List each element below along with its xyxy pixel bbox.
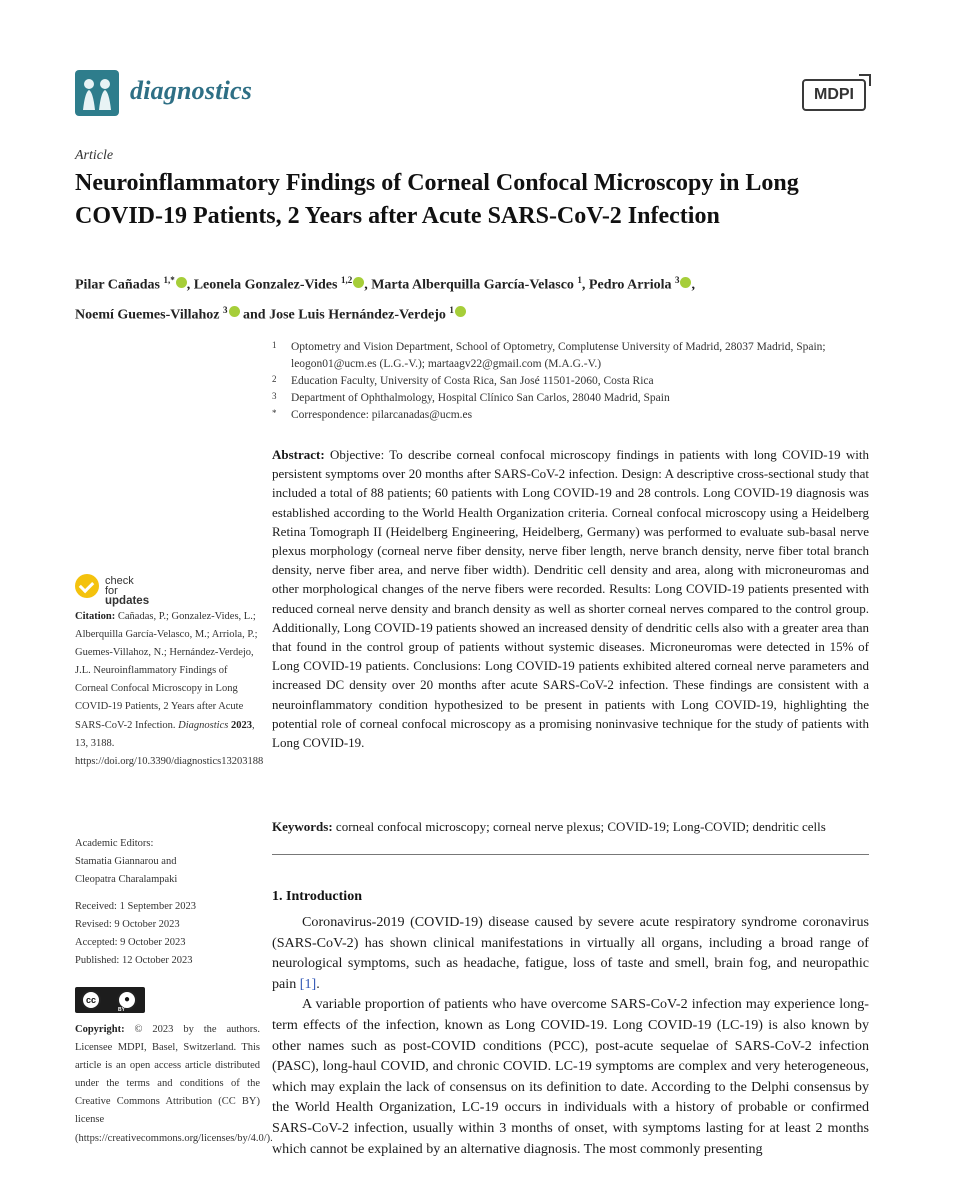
article-type: Article: [75, 148, 114, 163]
author-name[interactable]: Pedro Arriola: [588, 277, 672, 293]
check-updates-icon: [75, 574, 99, 598]
abstract-text: Objective: To describe corneal confocal microscopy findings in patients with long COVID-19 with persistent symptoms over 20 months after SARS-CoV-2 infection. Design: A descriptive cross-sectional study that included a total of 88 patients; 60 patients with Long COVID-19 and 28 controls. Long COVID-19 diagnosis was established according to the World Health Organization criteria. Corneal confocal microscopy using a Heidelberg Retina Tomograph II (Heidelberg Engineering, Heidelberg, Germany) was performed to evaluate sub-basal nerve plexus morphology (corneal nerve fiber density, nerve fiber length, nerve branch density, nerve fiber total branch density, nerve fiber area, and nerve fiber width). Dendritic cell density and area, along with microneuromas and other morphological changes of the nerve fibers were recorded. Results: Long COVID-19 patients presented with reduced corneal nerve density and branch density as well as shorter corneal nerves compared to the control group. Additionally, Long COVID-19 patients showed an increased density of dendritic cells also with a greater area than that found in the control group of patients without systemic diseases. Microneuromas were detected in 15% of Long COVID-19 patients. Conclusions: Long COVID-19 patients exhibited altered corneal nerve parameters and increased DC density over 20 months after acute SARS-CoV-2 infection. These findings are consistent with a neuroinflammatory condition hypothesized to be present in patients with Long COVID-19, highlighting the potential role of corneal confocal microscopy as a promising noninvasive technique for the study of patients with Long COVID-19.: [272, 447, 870, 751]
date-accepted: Accepted: 9 October 2023: [75, 937, 186, 949]
publisher-name: MDPI: [814, 86, 854, 103]
publisher-flag-icon: [859, 74, 871, 86]
keywords-label: Keywords:: [272, 819, 333, 834]
copyright-text: © 2023 by the authors. Licensee MDPI, Basel, Switzerland. This article is an open access article distributed under the terms and conditions of the Creative Commons Attribution (CC BY) license (https://creativecommons.org/licenses/by/4.0/).: [75, 1024, 273, 1144]
author-affil-mark: 3: [674, 275, 680, 285]
abstract-label: Abstract:: [272, 447, 325, 462]
citation-doi[interactable]: , 13, 3188. https://doi.org/10.3390/diagnostics13203188: [75, 719, 264, 767]
journal-name: diagnostics: [130, 76, 253, 105]
citation-text: Cañadas, P.; Gonzalez-Vides, L.; Alberquilla García-Velasco, M.; Arriola, P.; Guemes-Villahoz, N.; Hernández-Verdejo, J.L. Neuroinflammatory Findings of Corneal Confocal Microscopy in Long COVID-19 Patients, 2 Years after Acute SARS-CoV-2 Infection.: [75, 611, 258, 731]
affiliation-text: Education Faculty, University of Costa Rica, San José 11501-2060, Costa Rica: [291, 375, 654, 387]
publisher-logo: [802, 79, 866, 111]
journal-logo: [75, 70, 119, 116]
article-title: Neuroinflammatory Findings of Corneal Confocal Microscopy in Long COVID-19 Patients, 2 Years after Acute SARS-CoV-2 Infection: [75, 170, 799, 229]
affiliation-mark: 3: [272, 391, 277, 401]
updates-line1: check for: [105, 575, 134, 597]
introduction-body: [272, 912, 869, 1159]
affiliation-mark: *: [272, 408, 277, 418]
citation-label: Citation:: [75, 611, 116, 622]
keywords: [272, 817, 869, 836]
editors-label: Academic Editors:: [75, 838, 154, 849]
affiliation-text: Optometry and Vision Department, School of Optometry, Complutense University of Madrid, 28037 Madrid, Spain; leogon01@ucm.es (L.G.-V.); martaagv22@gmail.com (M.A.G.-V.): [291, 341, 826, 370]
author-list: Pilar Cañadas $^{1,*}$ , Leonela Gonzalez-Vides $^{1,2}$ , Marta Alberquilla García-Velasco $^1$, Pedro Arriola $^3$ , Noemí Guemes-Villahoz $^3$ and Jose Luis Hernández-Verdejo $^1$: [75, 275, 695, 323]
author-name[interactable]: Leonela Gonzalez-Vides: [193, 277, 338, 293]
creative-commons-icon: cc: [81, 990, 101, 1010]
paragraph: [272, 912, 869, 994]
author-name[interactable]: Jose Luis Hernández-Verdejo: [269, 307, 446, 323]
authors-and: and: [243, 307, 266, 323]
paragraph-text: Coronavirus-2019 (COVID-19) disease caused by severe acute respiratory syndrome coronavirus (SARS-CoV-2) has shown clinical manifestations in virtually all organs, including a broad range of neurological symptoms, such as headache, fatigue, loss of taste and smell, brain fog, and neuropathic pain: [272, 914, 869, 992]
updates-line2: updates: [105, 595, 150, 607]
citation-journal: Diagnostics: [178, 719, 229, 731]
date-revised: Revised: 9 October 2023: [75, 919, 180, 931]
date-published: Published: 12 October 2023: [75, 955, 193, 967]
cc-by-license-badge[interactable]: [75, 987, 145, 1013]
section-heading: 1. Introduction: [272, 889, 362, 904]
cc-by-label: BY: [118, 1007, 125, 1013]
citation-year: 2023: [230, 719, 252, 731]
citation-block: [75, 608, 264, 771]
affiliation: [272, 373, 882, 390]
author-affil-mark: 1,*: [163, 275, 175, 285]
affiliation: [272, 390, 882, 407]
paragraph-end: .: [316, 975, 320, 992]
section-divider: [272, 854, 869, 855]
affiliations: [272, 339, 882, 424]
correspondence: [272, 407, 882, 424]
copyright-label: Copyright:: [75, 1024, 125, 1035]
attribution-icon: ●: [117, 990, 137, 1010]
editor-name: Stamatia Giannarou and: [75, 856, 177, 868]
author-affil-mark: 1: [577, 275, 582, 285]
keywords-text: corneal confocal microscopy; corneal nerve plexus; COVID-19; Long-COVID; dendritic cells: [335, 819, 826, 834]
orcid-icon[interactable]: [229, 306, 240, 317]
author-name[interactable]: Marta Alberquilla García-Velasco: [371, 277, 574, 293]
paragraph: [272, 994, 869, 1159]
orcid-icon[interactable]: [353, 277, 364, 288]
affiliation-mark: 2: [272, 374, 277, 384]
author-name[interactable]: Noemí Guemes-Villahoz: [75, 307, 220, 323]
author-affil-mark: 3: [223, 304, 228, 315]
publication-dates: [75, 898, 260, 970]
academic-editors: [75, 835, 260, 889]
paragraph-text: A variable proportion of patients who have overcome SARS-CoV-2 infection may experience long-term effects of the infection, known as Long COVID-19. Long COVID-19 (LC-19) is also known by other names such as post-COVID conditions (PCC), post-acute sequelae of SARS-CoV-2 infection (PASC), long-haul COVID, and chronic COVID. LC-19 symptoms are complex and very heterogeneous, which may explain the lack of consensus on its definition to date. According to the Delphi consensus by the World Health Organization, LC-19 occurs in individuals with a history of probable or confirmed SARS-CoV-2 infection, usually within 3 months of onset, with symptoms lasting for at least 2 months which cannot be explained by an alternative diagnosis. The most commonly presenting: [272, 996, 869, 1157]
affiliation: [272, 339, 882, 373]
journal-logo-icon: [75, 70, 119, 116]
correspondence-text[interactable]: Correspondence: pilarcanadas@ucm.es: [291, 409, 473, 421]
affiliation-mark: 1: [272, 340, 277, 350]
orcid-icon[interactable]: [176, 277, 187, 288]
date-received: Received: 1 September 2023: [75, 901, 197, 912]
affiliation-text: Department of Ophthalmology, Hospital Clínico San Carlos, 28040 Madrid, Spain: [291, 392, 670, 404]
citation-link[interactable]: [1]: [299, 975, 317, 992]
author-affil-mark: 1: [449, 304, 454, 315]
updates-label: [105, 576, 149, 606]
orcid-icon[interactable]: [680, 277, 691, 288]
editor-name: Cleopatra Charalampaki: [75, 874, 178, 886]
author-affil-mark: 1,2: [340, 275, 353, 285]
orcid-icon[interactable]: [455, 306, 466, 317]
author-name[interactable]: Pilar Cañadas: [75, 277, 160, 293]
abstract: [272, 445, 869, 752]
copyright-notice: [75, 1021, 273, 1148]
